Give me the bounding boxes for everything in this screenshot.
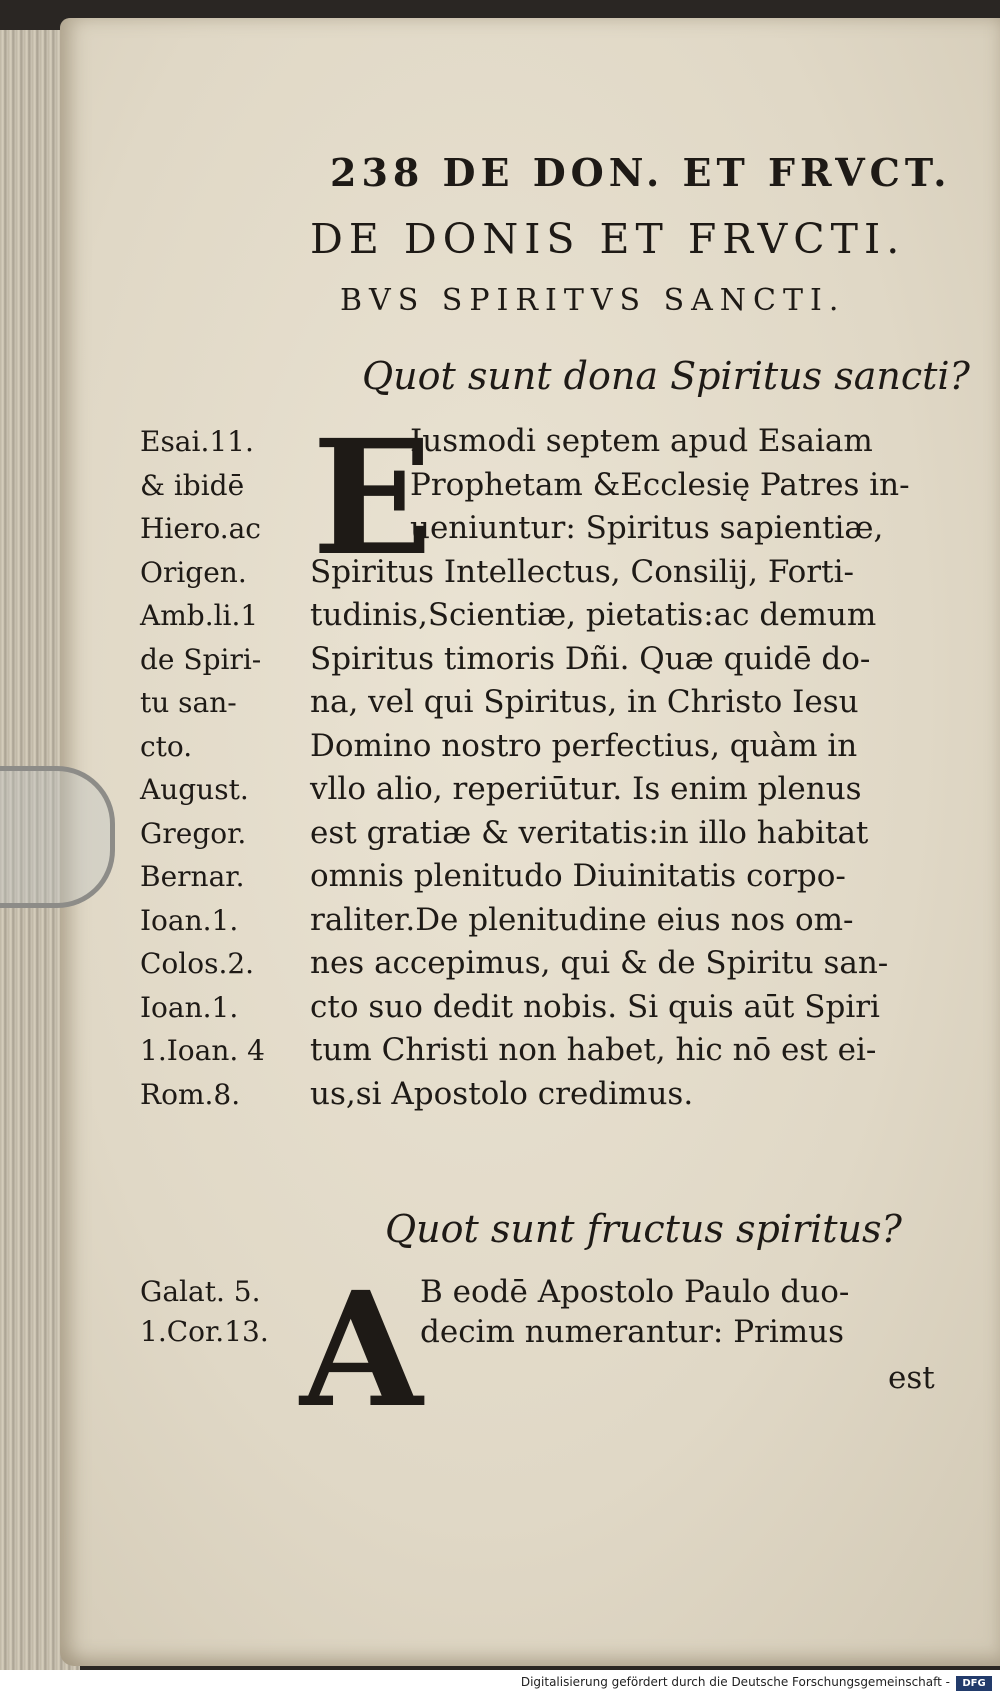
drop-cap-e: E (312, 406, 433, 591)
funding-credit: Digitalisierung gefördert durch die Deutsche Forschungsgemeinschaft - (520, 1675, 950, 1689)
margin-note: Origen. (140, 555, 247, 589)
margin-notes-1 (140, 420, 300, 1116)
margin-note: Hiero.ac (140, 512, 261, 545)
text-line: omnis plenitudo Diuinitatis corpo- (310, 858, 846, 894)
margin-note: Rom.8. (140, 1077, 241, 1111)
question-heading-1: Quot sunt dona Spiritus sancti? (362, 354, 970, 398)
margin-note: Bernar. (140, 860, 245, 893)
text-line: Spiritus Intellectus, Consilij, Forti- (310, 553, 854, 590)
margin-note: Esai.11. (140, 425, 254, 458)
chapter-title-line-2: BVS SPIRITVS SANCTI. (340, 283, 846, 318)
text-line: B eodē Apostolo Paulo duo- (420, 1274, 850, 1310)
margin-note: Gregor. (140, 816, 247, 850)
margin-note: 1.Cor.13. (140, 1315, 269, 1348)
body-text-2 (420, 1272, 940, 1352)
text-line: decim numerantur: Primus (420, 1314, 845, 1350)
margin-note: Ioan.1. (140, 903, 239, 937)
text-line: tudinis,Scientiæ, pietatis:ac demum (310, 597, 877, 633)
text-line: Spiritus timoris Dñi. Quæ quidē do- (310, 640, 871, 677)
margin-notes-2 (140, 1272, 300, 1352)
margin-note: Colos.2. (140, 947, 255, 980)
text-line: Domino nostro perfectius, quàm in (310, 727, 858, 764)
text-line: raliter.De plenitudine eius nos om- (310, 901, 854, 938)
body-text-1 (310, 406, 950, 1116)
running-head: 238 DE DON. ET FRVCT. (330, 150, 952, 195)
text-line: tum Christi non habet, hic nō est ei- (310, 1032, 877, 1068)
text-line: us,si Apostolo credimus. (310, 1075, 694, 1112)
margin-note: & ibidē (140, 468, 245, 502)
dfg-logo: DFG (956, 1676, 992, 1691)
margin-note: Amb.li.1 (140, 599, 259, 632)
margin-note: Ioan.1. (140, 990, 239, 1024)
page-clip (0, 766, 115, 908)
catchword: est (888, 1360, 935, 1396)
text-line: ueniuntur: Spiritus sapientiæ, (410, 510, 884, 546)
margin-note: Galat. 5. (140, 1275, 261, 1308)
text-line: Iusmodi septem apud Esaiam (410, 423, 873, 459)
text-line: na, vel qui Spiritus, in Christo Iesu (310, 684, 859, 720)
margin-note: tu san- (140, 686, 237, 719)
text-line: est gratiæ & veritatis:in illo habitat (310, 814, 869, 851)
chapter-title-line-1: DE DONIS ET FRVCTI. (310, 215, 906, 263)
drop-cap-a: A (300, 1258, 423, 1443)
margin-note: August. (140, 773, 249, 806)
footer-bar (0, 1670, 1000, 1697)
margin-note: cto. (140, 729, 193, 763)
margin-note: de Spiri- (140, 642, 262, 676)
text-line: cto suo dedit nobis. Si quis aūt Spiri (310, 988, 880, 1025)
text-line: Prophetam &Ecclesię Patres in- (410, 466, 910, 503)
text-line: nes accepimus, qui & de Spiritu san- (310, 945, 889, 981)
text-line: vllo alio, reperiūtur. Is enim plenus (310, 771, 862, 807)
margin-note: 1.Ioan. 4 (140, 1034, 265, 1067)
question-heading-2: Quot sunt fructus spiritus? (385, 1207, 902, 1251)
